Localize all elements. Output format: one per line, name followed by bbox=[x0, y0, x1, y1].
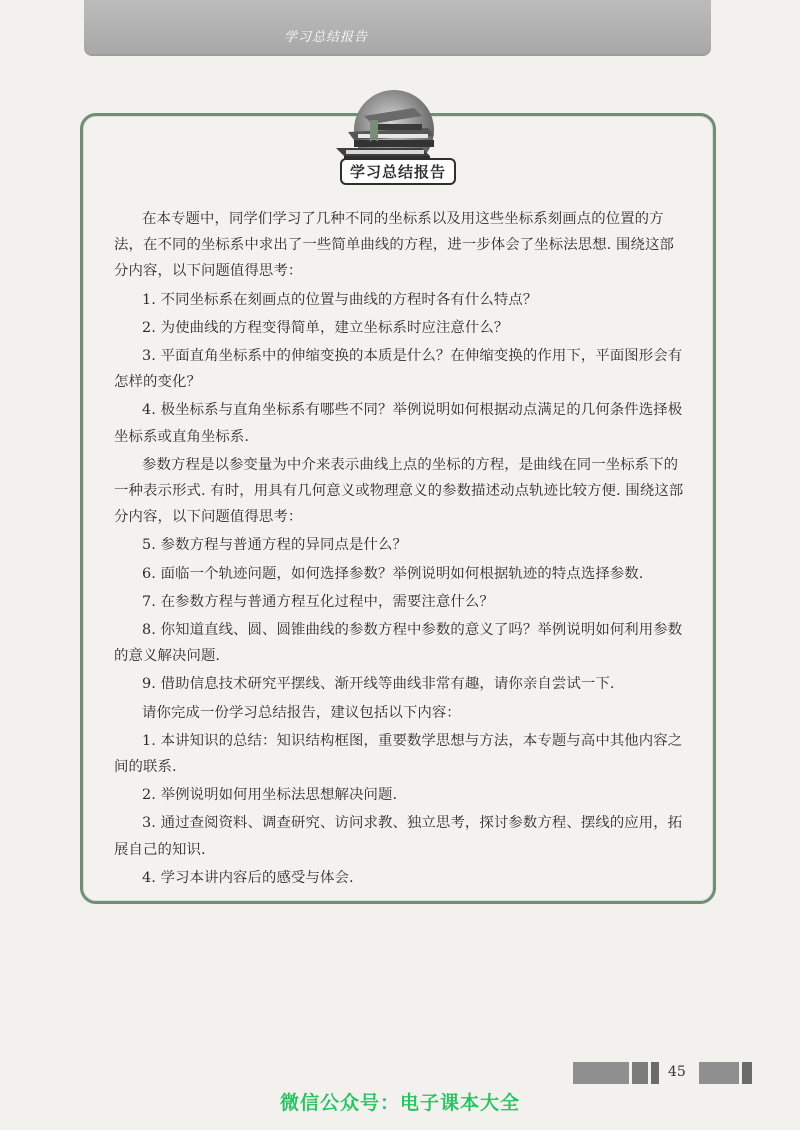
page-bar-decoration bbox=[632, 1062, 648, 1084]
watermark-text: 微信公众号：电子课本大全 bbox=[279, 1092, 520, 1114]
paragraph: 4. 学习本讲内容后的感受与体会. bbox=[142, 869, 354, 886]
paragraph: 参数方程是以参变量为中介来表示曲线上点的坐标的方程，是曲线在同一坐标系下的一种表示形式. 有时，用具有几何意义或物理意义的参数描述动点轨迹比较方便. 围绕这部分内容，以下问题值得思考： bbox=[114, 456, 684, 526]
page-bar-decoration bbox=[699, 1062, 739, 1084]
paragraph: 4. 极坐标系与直角坐标系有哪些不同？举例说明如何根据动点满足的几何条件选择极坐标系或直角坐标系. bbox=[114, 402, 683, 445]
paragraph: 2. 举例说明如何用坐标法思想解决问题. bbox=[142, 787, 398, 804]
page-bar-decoration bbox=[742, 1062, 752, 1084]
page-bar-decoration bbox=[573, 1062, 629, 1084]
report-content bbox=[114, 206, 686, 893]
paragraph: 3. 通过查阅资料、调查研究、访问求教、独立思考，探讨参数方程、摆线的应用，拓展自己的知识. bbox=[114, 815, 683, 858]
paragraph: 5. 参数方程与普通方程的异同点是什么？ bbox=[142, 537, 407, 554]
paragraph: 9. 借助信息技术研究平摆线、渐开线等曲线非常有趣，请你亲自尝试一下. bbox=[142, 676, 615, 693]
paragraph: 1. 不同坐标系在刻画点的位置与曲线的方程时各有什么特点？ bbox=[142, 291, 538, 308]
paragraph: 请你完成一份学习总结报告，建议包括以下内容： bbox=[142, 704, 461, 721]
page-bar-decoration bbox=[651, 1062, 659, 1084]
header-tab-title: 学习总结报告 bbox=[284, 30, 369, 45]
section-title: 学习总结报告 bbox=[340, 158, 456, 185]
paragraph: 2. 为使曲线的方程变得简单，建立坐标系时应注意什么？ bbox=[142, 319, 509, 336]
page-number: 45 bbox=[668, 1064, 686, 1080]
paragraph: 1. 本讲知识的总结：知识结构框图，重要数学思想与方法，本专题与高中其他内容之间的联系. bbox=[114, 732, 683, 776]
paragraph: 3. 平面直角坐标系中的伸缩变换的本质是什么？在伸缩变换的作用下，平面图形会有怎样的变化？ bbox=[114, 348, 683, 391]
paragraph: 在本专题中，同学们学习了几种不同的坐标系以及用这些坐标系刻画点的位置的方法，在不同的坐标系中求出了一些简单曲线的方程，进一步体会了坐标法思想. 围绕这部分内容，以下问题值得思考： bbox=[114, 211, 674, 280]
section-title-wrap bbox=[328, 158, 468, 188]
paragraph: 8. 你知道直线、圆、圆锥曲线的参数方程中参数的意义了吗？举例说明如何利用参数的意义解决问题. bbox=[114, 622, 683, 665]
paragraph: 7. 在参数方程与普通方程互化过程中，需要注意什么？ bbox=[142, 593, 494, 610]
header-tab bbox=[84, 0, 711, 56]
paragraph: 6. 面临一个轨迹问题，如何选择参数？举例说明如何根据轨迹的特点选择参数. bbox=[142, 565, 644, 582]
